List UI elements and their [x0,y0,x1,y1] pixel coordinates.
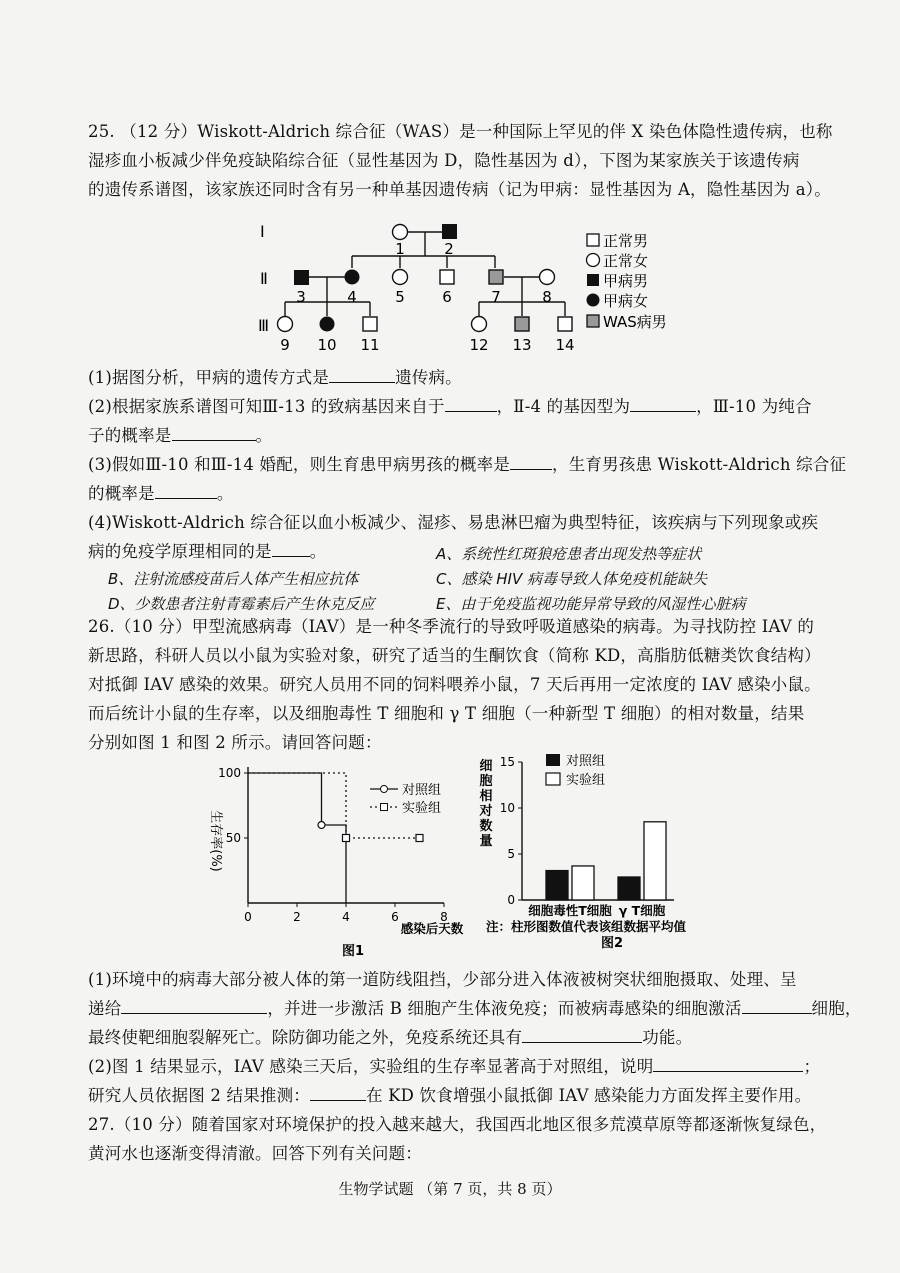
individual-II-6 [440,270,454,284]
individual-II-4 [345,270,360,285]
x-tick-label: 6 [391,910,399,924]
option-a: A、系统性红斑狼疮患者出现发热等症状 [436,545,702,563]
num-9: 9 [280,336,290,354]
q26-text-line-1: 26.（10 分）甲型流感病毒（IAV）是一种冬季流行的导致呼吸道感染的病毒。为寻找防控 IAV 的 [88,617,815,636]
num-4: 4 [347,288,357,306]
x-category-label: 细胞毒性T细胞 [528,903,612,918]
option-e: E、由于免疫监视功能异常导致的风湿性心脏病 [436,595,746,613]
figure-caption: 图1 [341,944,365,959]
figure-2-bar-chart [470,748,730,966]
num-3: 3 [296,288,306,306]
x-tick-label: 8 [440,910,448,924]
series-line-1 [248,773,346,903]
q26-sub-1-cont: 递给 ，并进一步激活 B 细胞产生体液免疫；而被病毒感染的细胞激活 细胞， [88,995,862,1023]
individual-III-13 [515,317,529,331]
legend-label-experiment: 实验组 [402,801,442,816]
option-b: B、注射流感疫苗后人体产生相应抗体 [108,570,359,588]
num-13: 13 [512,336,532,354]
legend-swatch-control [546,754,560,766]
num-10: 10 [317,336,337,354]
q26-text-line-3: 对抵御 IAV 感染的效果。研究人员用不同的饲料喂养小鼠，7 天后再用一定浓度的 IAV 感染小鼠。 [88,675,821,694]
num-11: 11 [360,336,380,354]
answer-blank[interactable] [310,1082,366,1101]
individual-II-7 [489,270,503,284]
legend-swatch-experiment [546,773,560,785]
individual-I-2 [442,224,457,239]
legend-normal-female-icon [587,254,600,267]
q26-sub-1: (1)环境中的病毒大部分被人体的第一道防线阻挡，少部分进入体液被树突状细胞摄取、处理、呈 [88,970,797,989]
num-6: 6 [442,288,452,306]
answer-blank[interactable] [172,422,256,441]
q26-text-line-2: 新思路，科研人员以小鼠为实验对象，研究了适当的生酮饮食（简称 KD，高脂肪低糖类饮食结构） [88,646,821,665]
q25-text-line-2: 湿疹血小板减少伴免疫缺陷综合征（显性基因为 D，隐性基因为 d），下图为某家族关于该遗传病 [88,151,800,170]
q25-text-line-3: 的遗传系谱图，该家族还同时含有另一种单基因遗传病（记为甲病：显性基因为 A，隐性基因为 a）。 [88,180,831,199]
q26-sub-2: (2)图 1 结果显示，IAV 感染三天后，实验组的生存率显著高于对照组，说明 ； [88,1053,820,1081]
answer-blank[interactable] [742,995,812,1014]
q25-sub-3-cont: 的概率是 。 [88,480,234,508]
x-tick-label: 2 [293,910,301,924]
figure-caption: 图2 [600,936,624,951]
q26-text-line-4: 而后统计小鼠的生存率，以及细胞毒性 T 细胞和 γ T 细胞（一种新型 T 细胞）的相对数量，结果 [88,704,805,723]
answer-blank[interactable] [445,393,497,412]
legend-affected-male: 甲病男 [603,272,649,290]
num-12: 12 [469,336,489,354]
individual-III-11 [363,317,377,331]
bar-2-1 [618,877,640,900]
q26-sub-2-cont: 研究人员依据图 2 结果推测： 在 KD 饮食增强小鼠抵御 IAV 感染能力方面发挥主要作用。 [88,1082,811,1110]
legend-label-experiment: 实验组 [566,773,606,788]
series-line-2 [248,773,420,838]
y-tick-label: 15 [499,755,515,769]
q27-text-line-1: 27.（10 分）随着国家对环境保护的投入越来越大，我国西北地区很多荒漠草原等都逐渐恢复绿色， [88,1115,827,1134]
individual-III-9 [278,317,293,332]
y-tick-label: 0 [507,893,515,907]
legend-normal-male-icon [587,234,599,246]
y-tick-label: 100 [218,766,241,780]
y-axis-label: 细胞相对数量 [479,759,493,849]
option-c: C、感染 HIV 病毒导致人体免疫机能缺失 [436,570,707,588]
q25-sub-1: (1)据图分析，甲病的遗传方式是 遗传病。 [88,364,462,392]
num-14: 14 [555,336,575,354]
num-8: 8 [542,288,552,306]
gen-label-1: I [260,222,265,241]
answer-blank[interactable] [630,393,696,412]
q26-sub-1-cont2: 最终使靶细胞裂解死亡。除防御功能之外，免疫系统还具有 功能。 [88,1024,692,1052]
q25-text-line-1: 25. （12 分）Wiskott-Aldrich 综合征（WAS）是一种国际上罕见的伴 X 染色体隐性遗传病，也称 [88,122,833,141]
x-tick-label: 0 [244,910,252,924]
individual-I-1 [393,225,408,240]
answer-blank[interactable] [522,1024,642,1043]
legend-was-male: WAS病男 [603,313,667,331]
q25-sub-3: (3)假如Ⅲ-10 和Ⅲ-14 婚配，则生育患甲病男孩的概率是 ，生育男孩患 Wiskott-Aldrich 综合征 [88,451,846,479]
y-tick-label: 10 [499,801,515,815]
answer-blank[interactable] [121,995,267,1014]
bar-1-2 [572,866,594,900]
figure-1-survival-chart [196,755,466,965]
q25-sub-4: (4)Wiskott-Aldrich 综合征以血小板减少、湿疹、易患淋巴瘤为典型特征，该疾病与下列现象或疾 [88,513,819,532]
legend-label-control: 对照组 [566,754,606,769]
bar-2-2 [644,822,666,900]
experiment-marker [343,835,350,842]
x-category-label: γ T细胞 [618,903,666,918]
num-7: 7 [491,288,501,306]
legend-normal-female: 正常女 [603,252,649,270]
q25-sub-2-cont: 子的概率是 。 [88,422,272,450]
answer-blank[interactable] [272,538,310,557]
individual-II-5 [393,270,408,285]
bar-1-1 [546,871,568,900]
legend-marker-experiment [381,804,388,811]
chart-note: 注：柱形图数值代表该组数据平均值 [485,919,687,934]
legend-normal-male: 正常男 [603,232,649,250]
legend-label-control: 对照组 [402,783,442,798]
individual-III-12 [472,317,487,332]
num-5: 5 [395,288,405,306]
q25-sub-4-cont: 病的免疫学原理相同的是 。 [88,538,326,566]
individual-III-14 [558,317,572,331]
pedigree-chart [250,214,670,360]
option-d: D、少数患者注射青霉素后产生休克反应 [108,595,375,613]
y-axis-label: 生存率(%) [208,810,223,872]
answer-blank[interactable] [510,451,552,470]
gen-label-2: Ⅱ [260,269,268,288]
q25-sub-2: (2)根据家族系谱图可知Ⅲ-13 的致病基因来自于 ，Ⅱ-4 的基因型为 ，Ⅲ-10 为纯合 [88,393,812,421]
x-axis-label: 感染后天数 [400,921,464,936]
num-1: 1 [395,240,405,258]
answer-blank[interactable] [653,1053,803,1072]
individual-II-8 [540,270,555,285]
legend-marker-control [381,786,388,793]
x-tick-label: 4 [342,910,350,924]
q27-text-line-2: 黄河水也逐渐变得清澈。回答下列有关问题： [88,1144,422,1163]
legend-affected-female-icon [587,294,600,307]
gen-label-3: Ⅲ [258,316,270,335]
page-footer: 生物学试题 （第 7 页，共 8 页） [338,1180,562,1198]
q26-text-line-5: 分别如图 1 和图 2 所示。请回答问题： [88,733,382,752]
legend-was-male-icon [587,315,599,327]
experiment-marker [416,835,423,842]
legend-affected-male-icon [587,274,599,286]
answer-blank[interactable] [155,480,217,499]
individual-III-10 [320,317,335,332]
control-marker [318,822,325,829]
y-tick-label: 50 [225,831,241,845]
num-2: 2 [444,240,454,258]
legend-affected-female: 甲病女 [603,292,649,310]
y-tick-label: 5 [507,847,515,861]
individual-II-3 [294,270,309,285]
answer-blank[interactable] [329,364,395,383]
